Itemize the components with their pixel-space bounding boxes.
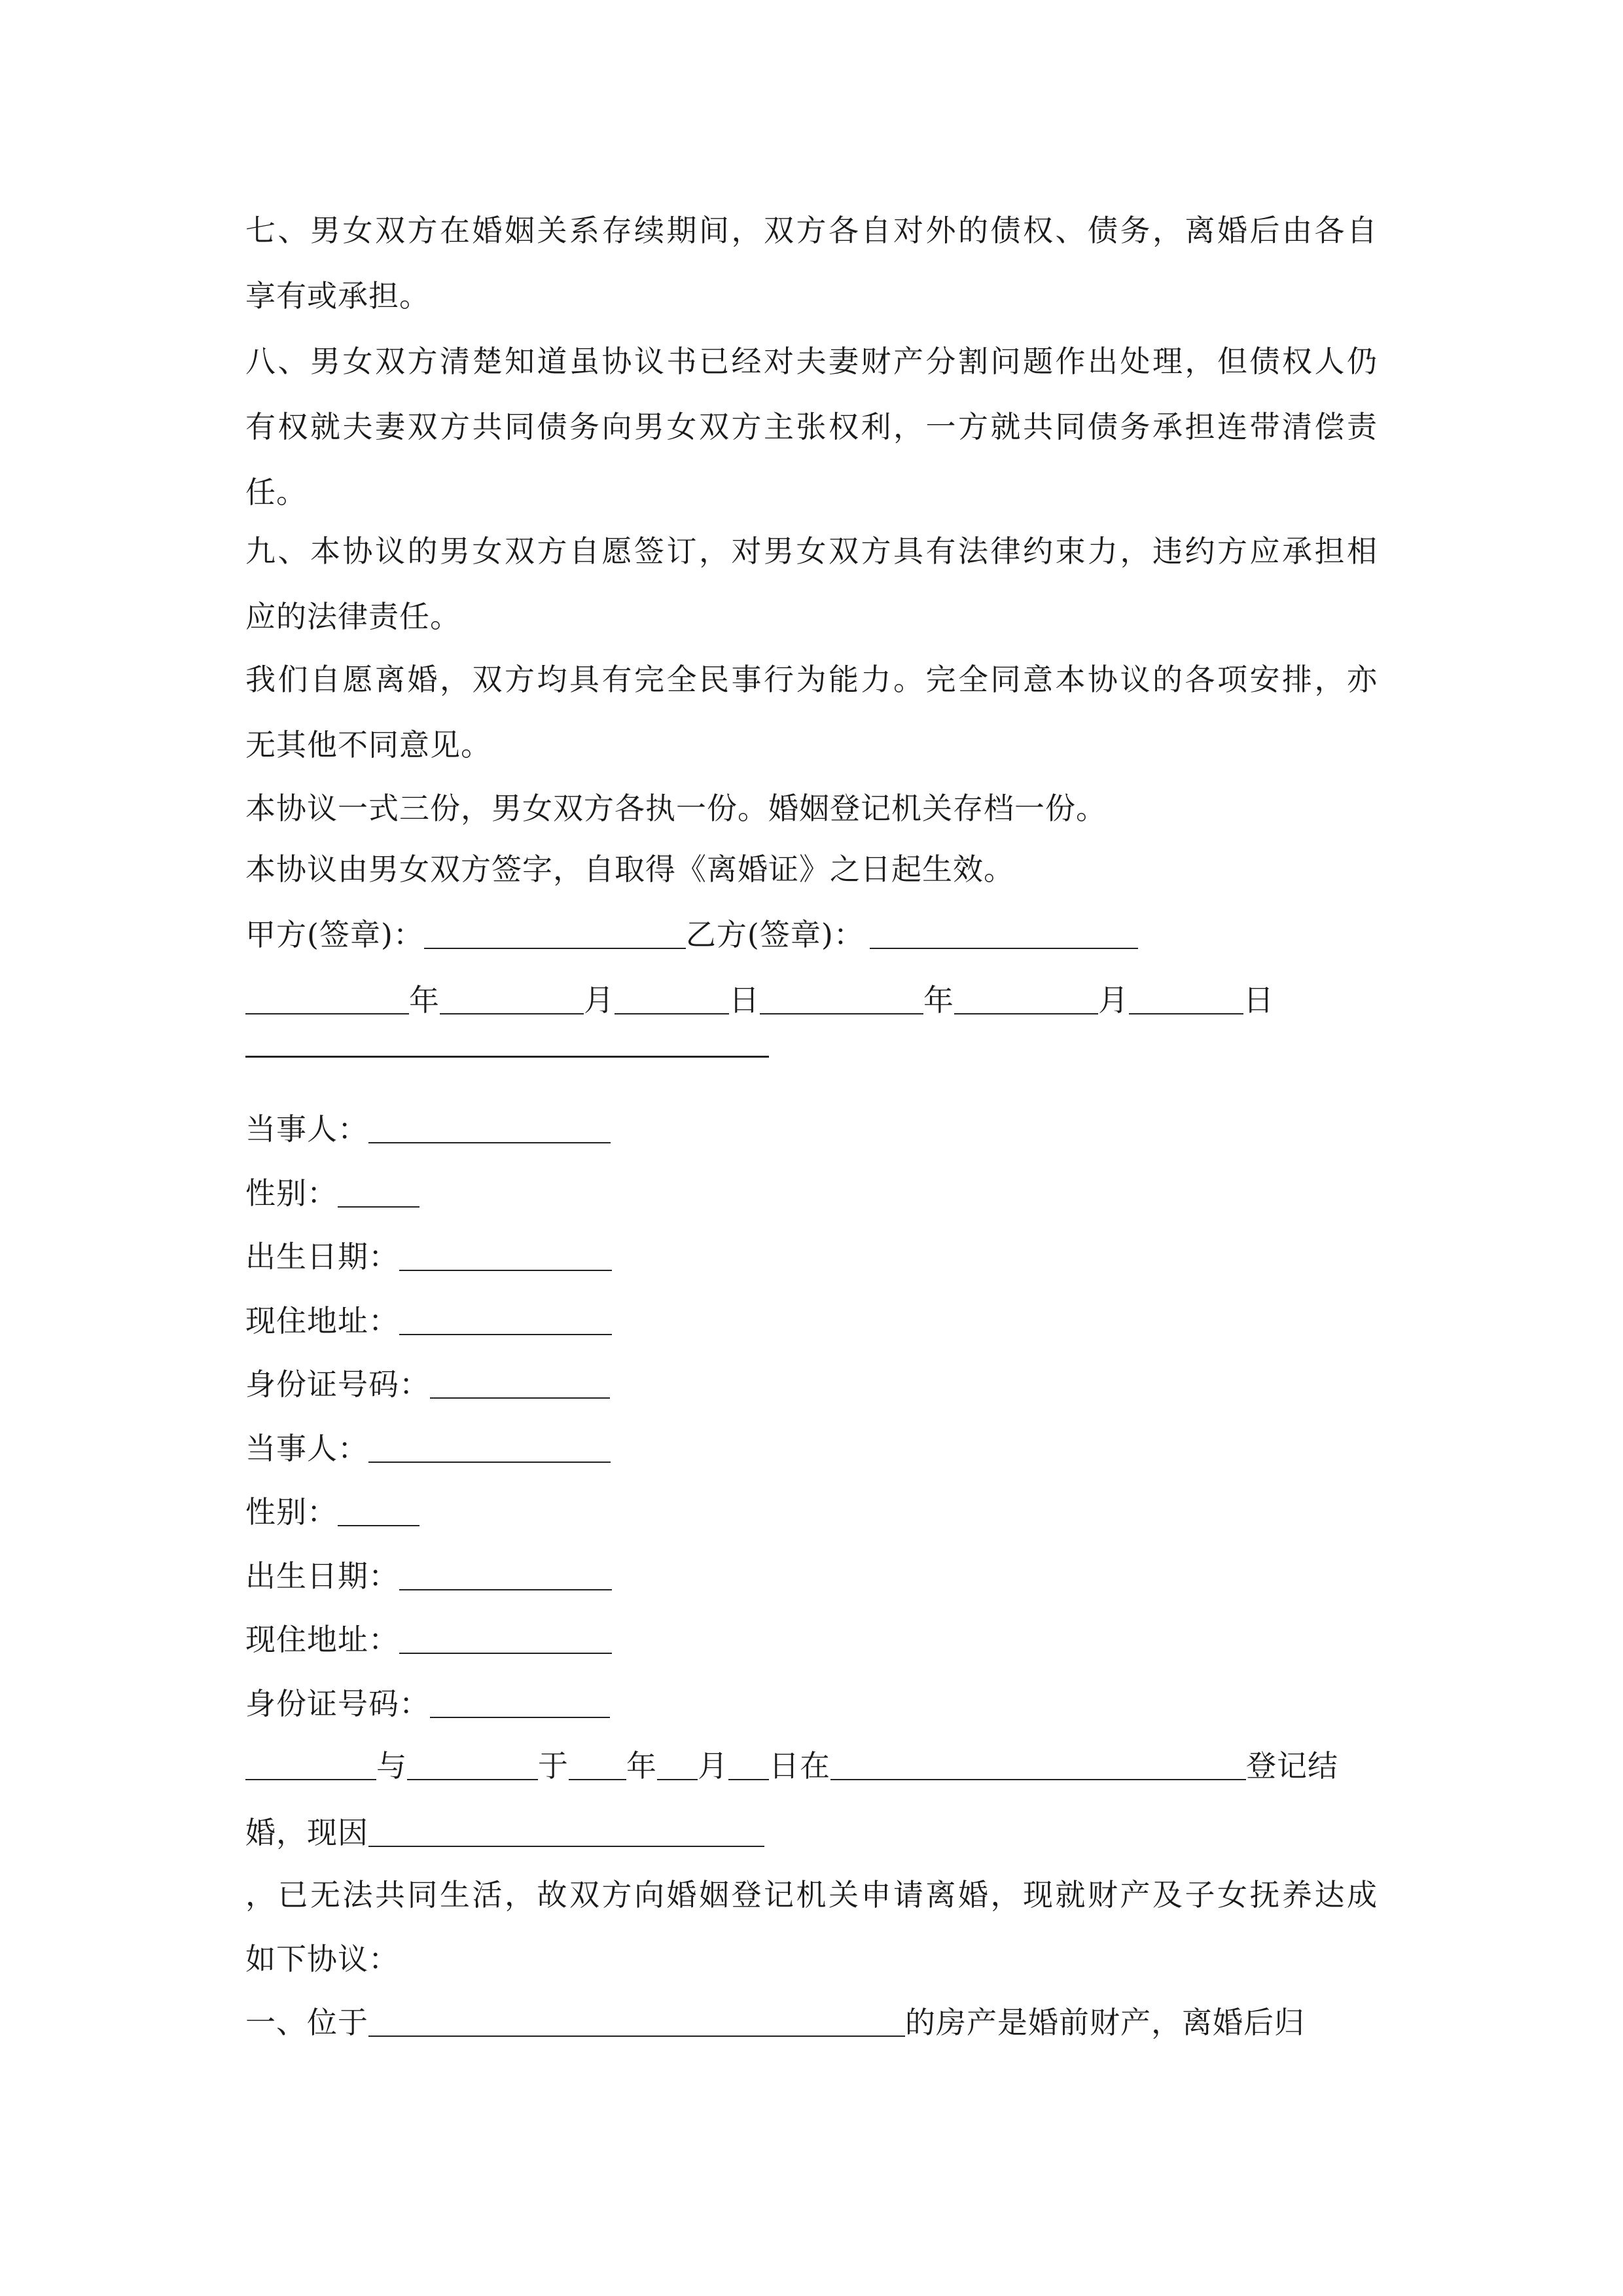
copies-clause: 本协议一式三份，男女双方各执一份。婚姻登记机关存档一份。 (245, 791, 1107, 826)
marriage-registration-line-1 (245, 1746, 1378, 1785)
party-2-name-blank[interactable] (368, 1431, 611, 1463)
spouse-1-blank[interactable] (245, 1749, 376, 1780)
clause-8-line-1: 八、男女双方清楚知道虽协议书已经对夫妻财产分割问题作出处理，但债权人仍 (245, 344, 1378, 379)
id-number-label: 身份证号码： (245, 1686, 430, 1721)
day-label: 日 (1243, 982, 1274, 1018)
party-2-address-blank[interactable] (399, 1623, 612, 1654)
party-2-name-row (245, 1429, 1378, 1468)
party-a-label: 甲方(签章)： (245, 917, 424, 952)
item-1-prefix: 一、位于 (245, 2005, 368, 2040)
marriage-year-blank[interactable] (569, 1749, 626, 1780)
property-location-blank[interactable] (368, 2005, 905, 2037)
birth-date-label: 出生日期： (245, 1239, 399, 1274)
marriage-day-label: 日在 (769, 1748, 830, 1784)
party-1-name-row (245, 1109, 1378, 1149)
birth-date-label: 出生日期： (245, 1558, 399, 1594)
marriage-day-blank[interactable] (728, 1749, 769, 1780)
application-line-1: ，已无法共同生活，故双方向婚姻登记机关申请离婚，现就财产及子女抚养达成 (245, 1877, 1378, 1912)
party-1-gender-row (245, 1174, 1378, 1213)
party-a-signature-blank[interactable] (424, 918, 686, 949)
declaration-line-2: 无其他不同意见。 (245, 727, 491, 762)
party-1-name-blank[interactable] (368, 1112, 611, 1143)
address-label: 现住地址： (245, 1622, 399, 1657)
with-label: 与 (376, 1748, 407, 1784)
party-b-day-blank[interactable] (1129, 983, 1243, 1014)
party-1-birth-row (245, 1237, 1378, 1276)
gender-label: 性别： (245, 1494, 338, 1530)
party-2-birth-blank[interactable] (399, 1559, 612, 1590)
party-1-address-blank[interactable] (399, 1304, 612, 1335)
registered-label: 登记结 (1246, 1748, 1338, 1784)
reason-prefix: 婚，现因 (245, 1815, 368, 1850)
party-a-day-blank[interactable] (615, 983, 729, 1014)
item-1-house-line (245, 2003, 1378, 2042)
party-2-address-row (245, 1620, 1378, 1659)
clause-7-line-2: 享有或承担。 (245, 278, 430, 314)
application-line-2: 如下协议： (245, 1941, 399, 1977)
party-1-id-row (245, 1365, 1378, 1404)
party-name-label: 当事人： (245, 1431, 368, 1466)
registration-office-blank[interactable] (830, 1749, 1246, 1780)
party-b-month-blank[interactable] (954, 983, 1098, 1014)
party-b-label: 乙方(签章)： (685, 917, 865, 952)
signature-date-row (245, 980, 1378, 1020)
spouse-2-blank[interactable] (407, 1749, 538, 1780)
party-2-gender-blank[interactable] (338, 1495, 419, 1526)
declaration-line-1: 我们自愿离婚，双方均具有完全民事行为能力。完全同意本协议的各项安排，亦 (245, 662, 1378, 697)
party-1-id-blank[interactable] (430, 1367, 610, 1399)
party-2-id-row (245, 1684, 1378, 1723)
year-label: 年 (409, 982, 440, 1018)
marriage-registration-line-2 (245, 1813, 1378, 1852)
divorce-reason-blank[interactable] (368, 1816, 764, 1847)
item-1-suffix: 的房产是婚前财产，离婚后归 (905, 2005, 1305, 2040)
marriage-year-label: 年 (626, 1748, 657, 1784)
on-label: 于 (538, 1748, 569, 1784)
signature-row (245, 915, 1378, 954)
marriage-month-label: 月 (698, 1748, 728, 1784)
effective-clause: 本协议由男女双方签字，自取得《离婚证》之日起生效。 (245, 852, 1014, 887)
party-1-birth-blank[interactable] (399, 1240, 612, 1271)
id-number-label: 身份证号码： (245, 1367, 430, 1402)
party-a-month-blank[interactable] (440, 983, 584, 1014)
clause-7-line-1: 七、男女双方在婚姻关系存续期间，双方各自对外的债权、债务，离婚后由各自 (245, 213, 1378, 248)
party-b-year-blank[interactable] (760, 983, 923, 1014)
party-name-label: 当事人： (245, 1111, 368, 1147)
party-2-id-blank[interactable] (430, 1687, 610, 1718)
party-1-gender-blank[interactable] (338, 1176, 419, 1208)
year-label: 年 (923, 982, 954, 1018)
gender-label: 性别： (245, 1175, 338, 1211)
section-divider (245, 1056, 769, 1058)
party-1-address-row (245, 1301, 1378, 1340)
address-label: 现住地址： (245, 1303, 399, 1338)
clause-8-line-3: 任。 (245, 475, 307, 510)
marriage-month-blank[interactable] (657, 1749, 698, 1780)
party-2-gender-row (245, 1492, 1378, 1532)
month-label: 月 (584, 982, 615, 1018)
party-b-signature-blank[interactable] (870, 918, 1138, 949)
clause-9-line-1: 九、本协议的男女双方自愿签订，对男女双方具有法律约束力，违约方应承担相 (245, 533, 1378, 569)
party-a-year-blank[interactable] (245, 983, 409, 1014)
clause-8-line-2: 有权就夫妻双方共同债务向男女双方主张权利，一方就共同债务承担连带清偿责 (245, 409, 1378, 444)
month-label: 月 (1098, 982, 1129, 1018)
day-label: 日 (729, 982, 760, 1018)
party-2-birth-row (245, 1556, 1378, 1596)
clause-9-line-2: 应的法律责任。 (245, 599, 461, 634)
